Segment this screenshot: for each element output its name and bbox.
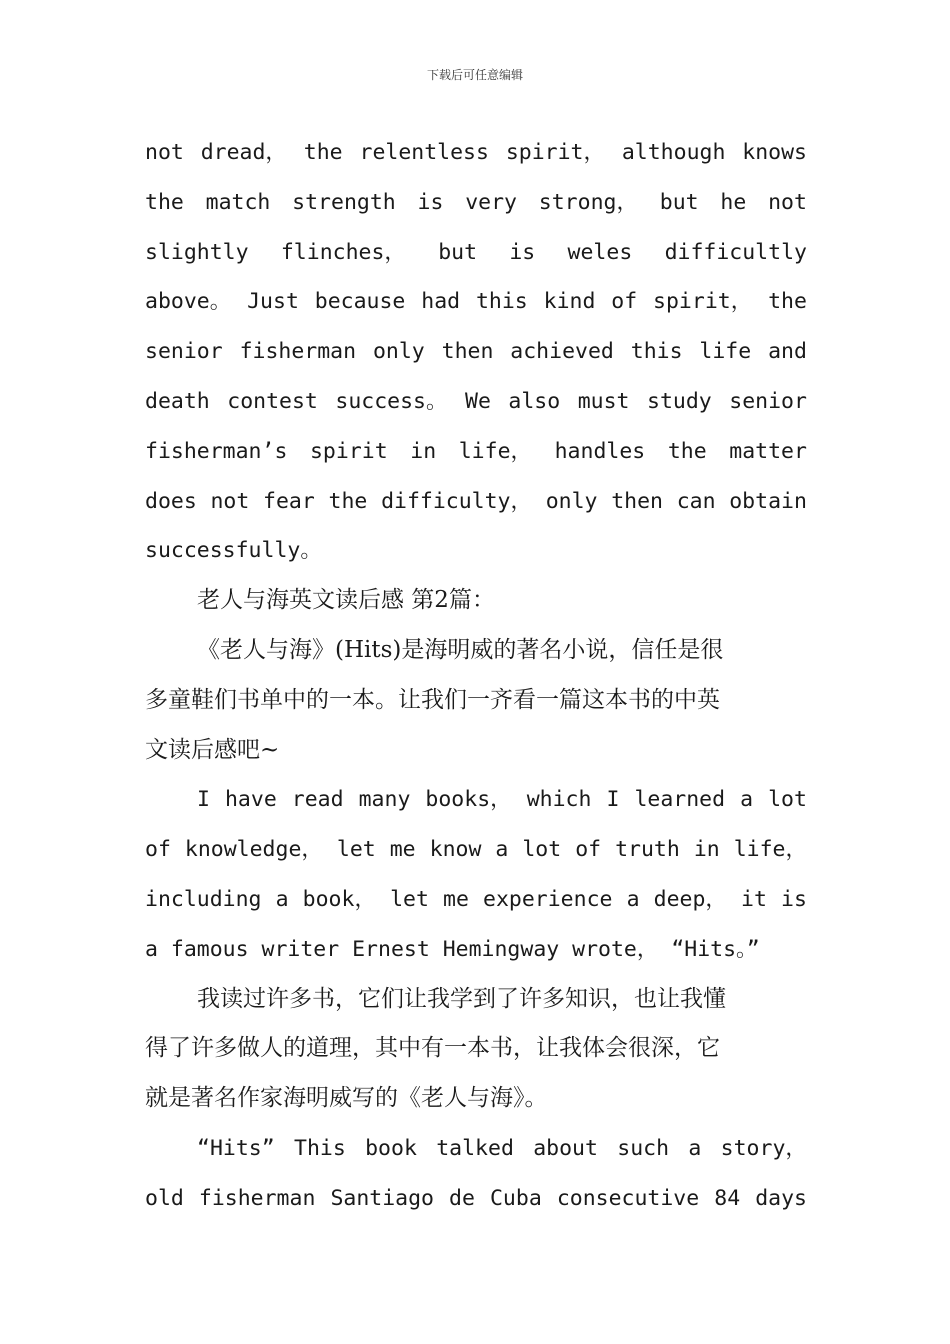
text-line: successfully。	[145, 538, 322, 564]
document-body	[145, 128, 807, 1224]
text-line: old fisherman Santiago de Cuba consecutive 84 days	[145, 1185, 807, 1211]
text-line: not dread， the relentless spirit， although knows	[145, 140, 807, 165]
text-line: does not fear the difficulty， only then can obtain	[145, 488, 807, 514]
text-line: the match strength is very strong， but he not	[145, 189, 807, 215]
text-line: 《老人与海》(Hits)是海明威的著名小说，信任是很	[197, 636, 724, 663]
text-line: 得了许多做人的道理，其中有一本书，让我体会很深，它	[145, 1035, 720, 1062]
text-line: fisherman’s spirit in life， handles the matter	[145, 438, 807, 464]
text-line: 我读过许多书，它们让我学到了许多知识，也让我懂	[197, 985, 726, 1012]
page-header: 下载后可任意编辑	[426, 68, 523, 82]
text-line: a famous writer Ernest Hemingway wrote， “Hits。”	[145, 936, 760, 962]
text-line: death contest success。 We also must study senior	[145, 388, 807, 414]
text-line: I have read many books， which I learned a lot	[197, 787, 807, 813]
text-line: “Hits” This book talked about such a story，	[197, 1135, 807, 1161]
text-line: 就是著名作家海明威写的《老人与海》。	[145, 1085, 548, 1112]
text-line: of knowledge， let me know a lot of truth in life，	[145, 837, 807, 863]
text-line: including a book， let me experience a deep， it is	[145, 886, 807, 912]
text-line: slightly flinches， but is weles difficultly	[145, 239, 807, 265]
text-line: above。 Just because had this kind of spirit， the	[145, 289, 807, 315]
text-line: 多童鞋们书单中的一本。让我们一齐看一篇这本书的中英	[145, 686, 720, 713]
text-line: 老人与海英文读后感 第2篇：	[197, 587, 495, 614]
text-line: senior fisherman only then achieved this life and	[145, 339, 807, 365]
text-line: 文读后感吧~	[145, 736, 280, 763]
